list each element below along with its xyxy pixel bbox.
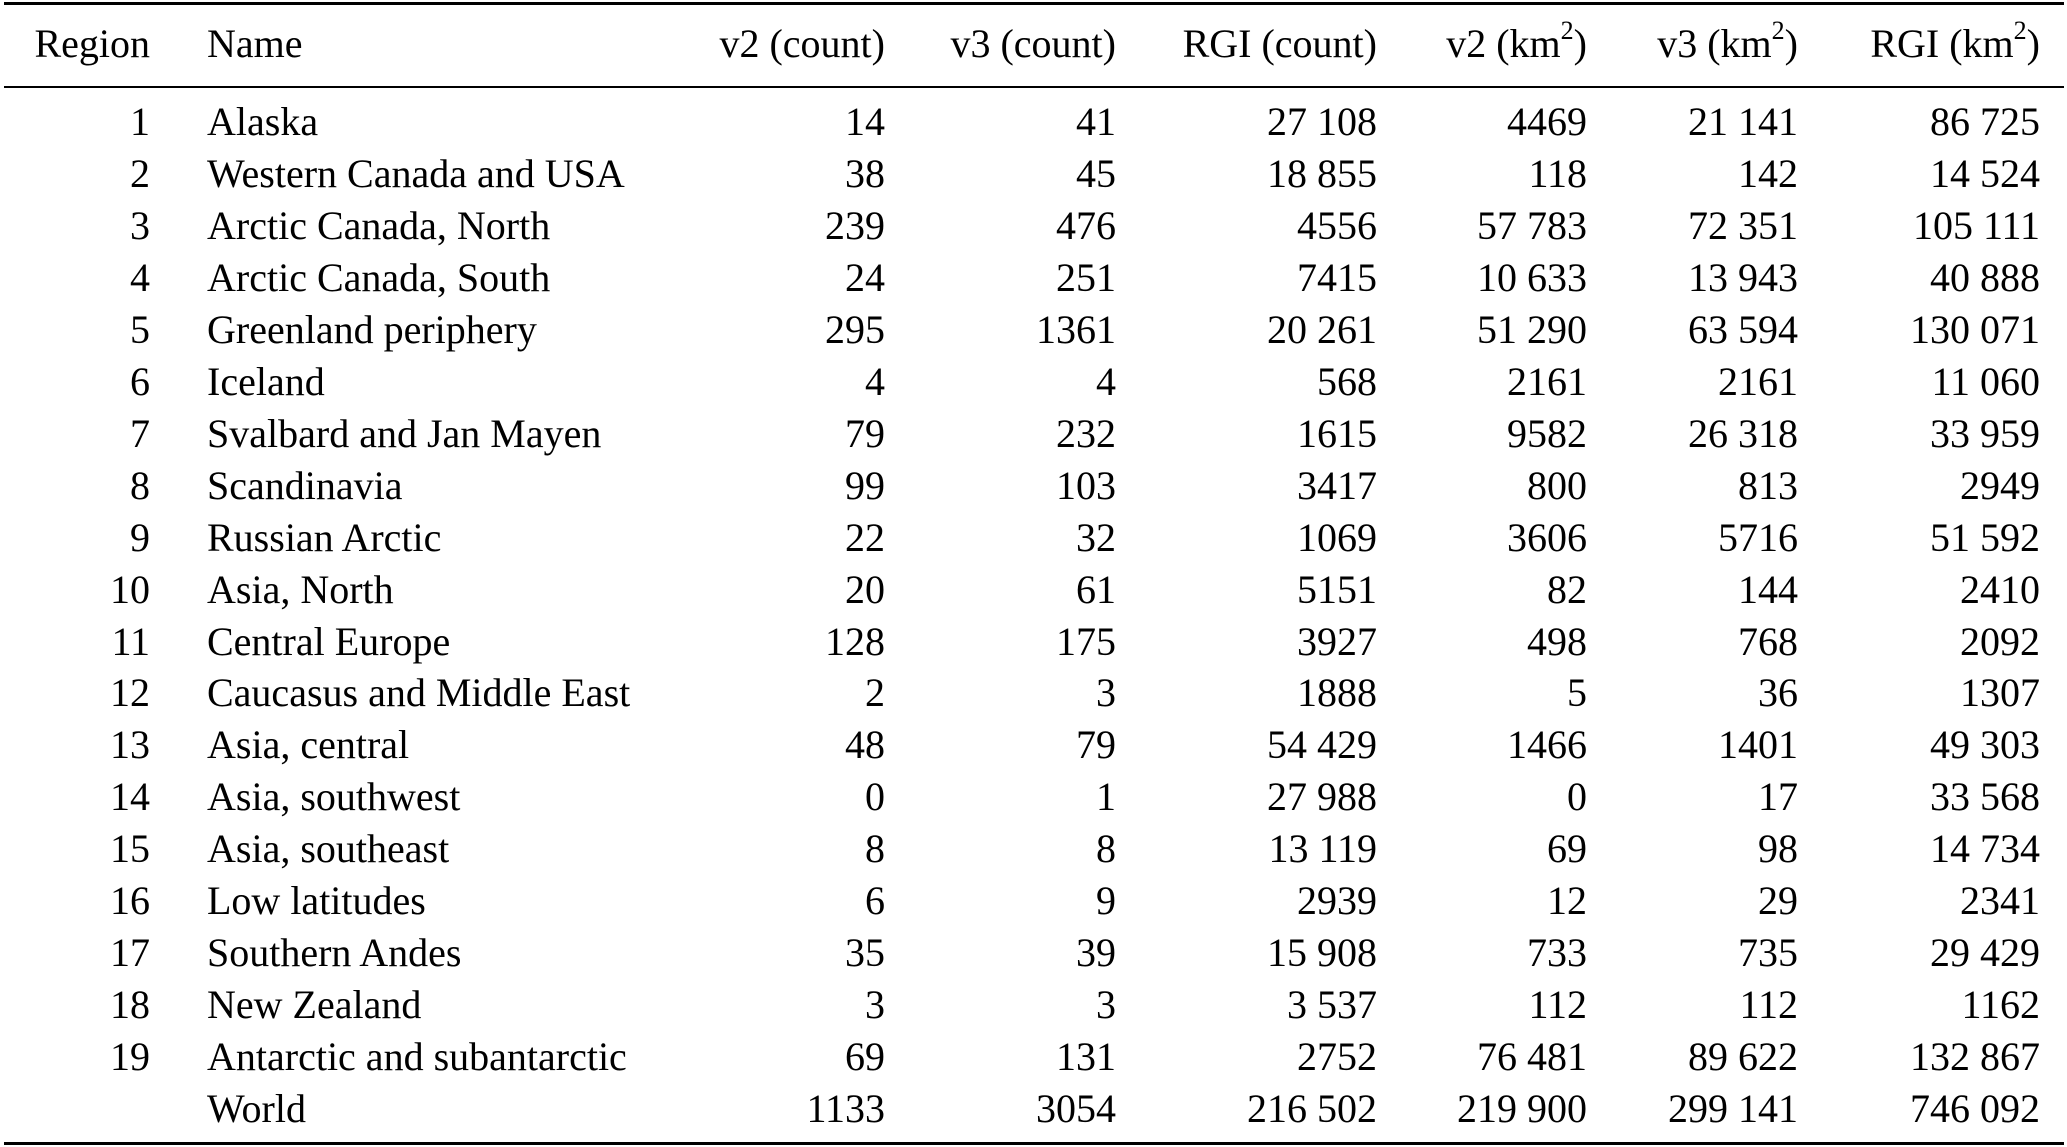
cell-v2-count: 128 [825,618,885,664]
cell-v3-count: 41 [1076,99,1116,144]
cell-v3-area: 142 [1738,150,1798,196]
cell-region: 10 [110,566,150,612]
cell-v2-count: 4 [865,358,885,404]
cell-v3-count: 131 [1056,1034,1116,1080]
cell-v2-area: 112 [1528,982,1587,1028]
cell-rgi-count: 1615 [1297,410,1377,456]
table-row [4,252,2064,304]
cell-v3-area: 1401 [1718,722,1798,768]
cell-v3-count: 79 [1076,722,1116,768]
cell-name: Asia, southeast [207,826,450,872]
cell-v2-area: 5 [1567,670,1587,716]
cell-v2-count: 1133 [806,1086,885,1132]
cell-v2-count: 20 [845,566,885,612]
cell-v3-count: 61 [1076,566,1116,612]
cell-rgi-area: 14 524 [1930,150,2040,196]
cell-v2-count: 38 [845,150,885,196]
table-row [4,823,2064,875]
cell-v2-count: 295 [825,306,885,352]
cell-rgi-count: 1888 [1297,670,1377,716]
cell-v2-area: 800 [1527,462,1587,508]
cell-rgi-area: 130 071 [1910,306,2040,352]
table-row [4,979,2064,1031]
header-v2-area-suffix: ) [1573,21,1587,66]
cell-rgi-area: 40 888 [1930,254,2040,300]
cell-v3-count: 103 [1056,462,1116,508]
cell-v3-area: 5716 [1718,514,1798,560]
cell-v2-area: 82 [1547,566,1587,612]
cell-rgi-count: 5151 [1297,566,1377,612]
cell-v3-area: 735 [1738,930,1798,976]
cell-rgi-count: 18 855 [1267,150,1377,196]
cell-rgi-count: 216 502 [1247,1086,1377,1132]
header-rgi-count: RGI (count) [1182,21,1377,66]
cell-v3-area: 21 141 [1688,99,1798,144]
cell-v3-count: 32 [1076,514,1116,560]
cell-v2-count: 35 [845,930,885,976]
cell-region: 7 [130,410,150,456]
cell-v2-area: 76 481 [1477,1034,1587,1080]
cell-rgi-area: 1307 [1960,670,2040,716]
table-row [4,148,2064,200]
cell-rgi-count: 1069 [1297,514,1377,560]
header-v3-count: v3 (count) [950,21,1116,66]
cell-name: World [207,1086,306,1132]
cell-v2-count: 2 [865,670,885,716]
table-bottom-rule [4,1142,2064,1145]
cell-v2-count: 48 [845,722,885,768]
table-row [4,616,2064,668]
cell-v2-count: 14 [845,99,885,144]
cell-region: 2 [130,150,150,196]
cell-name: Arctic Canada, North [207,202,551,248]
cell-name: Iceland [207,358,325,404]
cell-region: 3 [130,202,150,248]
table-row [4,771,2064,823]
cell-rgi-count: 27 108 [1267,99,1377,144]
cell-rgi-area: 2341 [1960,878,2040,924]
cell-rgi-count: 568 [1317,358,1377,404]
cell-v3-count: 3054 [1036,1086,1116,1132]
cell-v3-area: 89 622 [1688,1034,1798,1080]
cell-name: Central Europe [207,618,451,664]
cell-v2-area: 118 [1528,150,1587,196]
cell-v3-count: 1 [1096,774,1116,820]
cell-rgi-count: 3927 [1297,618,1377,664]
header-v3-area-suffix: ) [1784,21,1798,66]
cell-name: Greenland periphery [207,306,537,352]
table-row [4,564,2064,616]
cell-rgi-area: 51 592 [1930,514,2040,560]
cell-name: Russian Arctic [207,514,442,560]
cell-rgi-area: 105 111 [1912,202,2040,248]
cell-name: Svalbard and Jan Mayen [207,410,602,456]
header-name: Name [207,21,303,66]
cell-rgi-count: 2752 [1297,1034,1377,1080]
cell-v2-count: 69 [845,1034,885,1080]
cell-region: 19 [110,1034,150,1080]
cell-rgi-area: 132 867 [1910,1034,2040,1080]
cell-rgi-count: 20 261 [1267,306,1377,352]
cell-v3-area: 17 [1758,774,1798,820]
cell-v3-area: 813 [1738,462,1798,508]
cell-name: Scandinavia [207,462,403,508]
cell-region: 11 [111,618,150,664]
cell-rgi-count: 13 119 [1268,826,1377,872]
cell-name: Arctic Canada, South [207,254,551,300]
cell-rgi-area: 11 060 [1931,358,2040,404]
cell-v2-count: 99 [845,462,885,508]
cell-v2-area: 9582 [1507,410,1587,456]
cell-rgi-area: 86 725 [1930,99,2040,144]
cell-rgi-area: 29 429 [1930,930,2040,976]
cell-v3-area: 13 943 [1688,254,1798,300]
cell-rgi-count: 3 537 [1287,982,1377,1028]
cell-v2-area: 498 [1527,618,1587,664]
cell-v2-area: 10 633 [1477,254,1587,300]
cell-v2-area: 219 900 [1457,1086,1587,1132]
cell-v3-area: 26 318 [1688,410,1798,456]
table-top-rule [4,2,2064,5]
cell-v2-area: 4469 [1507,99,1587,144]
cell-rgi-count: 15 908 [1267,930,1377,976]
table-header-rule [4,86,2064,88]
cell-v2-count: 79 [845,410,885,456]
cell-v3-area: 112 [1739,982,1798,1028]
cell-v3-area: 36 [1758,670,1798,716]
cell-region: 17 [110,930,150,976]
cell-rgi-count: 2939 [1297,878,1377,924]
cell-name: Asia, southwest [207,774,461,820]
table-row [4,1083,2064,1135]
table-row [4,200,2064,252]
header-v2-count: v2 (count) [719,21,885,66]
cell-v3-area: 2161 [1718,358,1798,404]
cell-name: Antarctic and subantarctic [207,1034,627,1080]
cell-region: 13 [110,722,150,768]
header-rgi-area-suffix: ) [2026,21,2040,66]
header-rgi-area-exponent: 2 [2013,15,2027,45]
cell-v3-area: 144 [1738,566,1798,612]
cell-v3-area: 63 594 [1688,306,1798,352]
cell-v2-area: 51 290 [1477,306,1587,352]
table-row [4,1031,2064,1083]
cell-rgi-area: 746 092 [1910,1086,2040,1132]
cell-v2-count: 24 [845,254,885,300]
table-row [4,667,2064,719]
cell-rgi-count: 7415 [1297,254,1377,300]
cell-rgi-count: 54 429 [1267,722,1377,768]
cell-name: Asia, central [207,722,410,768]
cell-region: 8 [130,462,150,508]
cell-rgi-area: 33 568 [1930,774,2040,820]
cell-region: 4 [130,254,150,300]
cell-v2-area: 57 783 [1477,202,1587,248]
table-row [4,460,2064,512]
header-region: Region [34,21,150,66]
table-row [4,512,2064,564]
header-rgi-area [1870,15,2040,70]
cell-v2-count: 8 [865,826,885,872]
cell-region: 15 [110,826,150,872]
cell-v3-area: 768 [1738,618,1798,664]
cell-rgi-count: 27 988 [1267,774,1377,820]
cell-rgi-area: 2410 [1960,566,2040,612]
table-row [4,304,2064,356]
cell-v3-count: 4 [1096,358,1116,404]
cell-name: Asia, North [207,566,394,612]
header-v2-area-exponent: 2 [1560,15,1574,45]
cell-name: Low latitudes [207,878,426,924]
header-v2-area [1446,15,1587,70]
cell-rgi-count: 3417 [1297,462,1377,508]
cell-region: 14 [110,774,150,820]
table-row [4,356,2064,408]
cell-v3-count: 251 [1056,254,1116,300]
cell-v2-count: 6 [865,878,885,924]
cell-v3-area: 299 141 [1668,1086,1798,1132]
header-v3-area-exponent: 2 [1771,15,1785,45]
table-row [4,927,2064,979]
cell-v2-area: 69 [1547,826,1587,872]
cell-v3-count: 3 [1096,670,1116,716]
header-v3-area [1657,15,1798,70]
cell-region: 5 [130,306,150,352]
cell-name: Western Canada and USA [207,150,625,196]
cell-v2-area: 1466 [1507,722,1587,768]
table-header-row [4,15,2064,70]
cell-rgi-area: 1162 [1961,982,2040,1028]
cell-v2-count: 239 [825,202,885,248]
cell-v3-count: 45 [1076,150,1116,196]
cell-v3-count: 476 [1056,202,1116,248]
cell-name: Caucasus and Middle East [207,670,631,716]
cell-v3-count: 1361 [1036,306,1116,352]
cell-v3-count: 8 [1096,826,1116,872]
cell-v2-area: 2161 [1507,358,1587,404]
cell-name: Alaska [207,99,319,144]
cell-rgi-area: 2949 [1960,462,2040,508]
cell-region: 9 [130,514,150,560]
cell-region: 1 [130,99,150,144]
table-row [4,96,2064,148]
cell-v2-area: 3606 [1507,514,1587,560]
header-rgi-area-prefix: RGI (km [1870,21,2014,66]
cell-v2-count: 22 [845,514,885,560]
cell-region: 18 [110,982,150,1028]
cell-rgi-area: 33 959 [1930,410,2040,456]
cell-rgi-area: 2092 [1960,618,2040,664]
cell-rgi-count: 4556 [1297,202,1377,248]
cell-v3-count: 175 [1056,618,1116,664]
cell-name: New Zealand [207,982,422,1028]
cell-v3-count: 232 [1056,410,1116,456]
cell-region: 16 [110,878,150,924]
cell-v2-count: 0 [865,774,885,820]
cell-v2-area: 0 [1567,774,1587,820]
cell-v3-area: 72 351 [1688,202,1798,248]
cell-v3-area: 98 [1758,826,1798,872]
cell-v2-area: 733 [1527,930,1587,976]
cell-v3-count: 9 [1096,878,1116,924]
table-row [4,719,2064,771]
cell-region: 6 [130,358,150,404]
cell-v3-count: 3 [1096,982,1116,1028]
header-v3-area-prefix: v3 (km [1657,21,1772,66]
cell-v3-count: 39 [1076,930,1116,976]
cell-v2-count: 3 [865,982,885,1028]
cell-region: 12 [110,670,150,716]
table-row [4,875,2064,927]
cell-v3-area: 29 [1758,878,1798,924]
cell-v2-area: 12 [1547,878,1587,924]
header-v2-area-prefix: v2 (km [1446,21,1561,66]
cell-rgi-area: 14 734 [1930,826,2040,872]
cell-name: Southern Andes [207,930,462,976]
table-row [4,408,2064,460]
cell-rgi-area: 49 303 [1930,722,2040,768]
